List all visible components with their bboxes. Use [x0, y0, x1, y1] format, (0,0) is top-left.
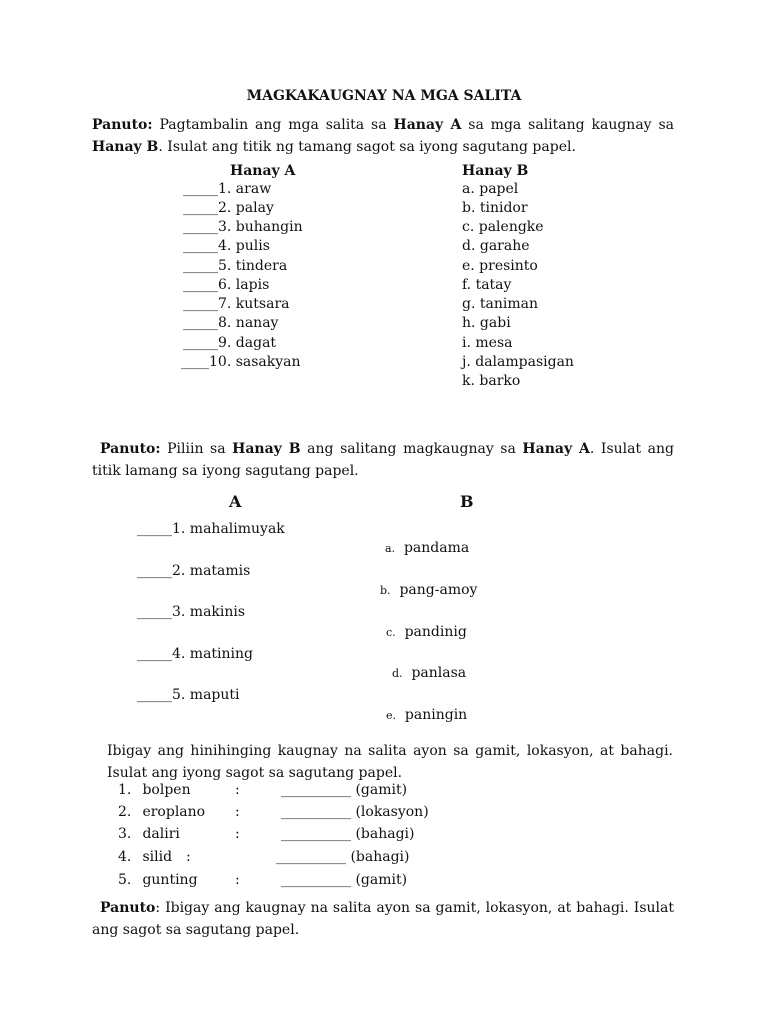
section1-label: Panuto:: [92, 117, 153, 133]
item-number: 4.: [118, 849, 132, 865]
item-number: 5.: [118, 872, 132, 888]
item-word: gunting: [142, 872, 198, 888]
option-word: pandama: [403, 540, 470, 556]
section4-instructions: [92, 897, 674, 941]
option-letter: b.: [380, 584, 391, 597]
section1-col-b-item: f. tatay: [462, 277, 512, 293]
option-letter: d.: [392, 667, 403, 680]
section2-hanay-a: Hanay A: [522, 441, 590, 457]
item-blank: __________ (lokasyon): [281, 804, 429, 820]
answer-row: [118, 804, 429, 820]
item-blank: __________ (bahagi): [281, 826, 415, 842]
page-title: MAGKAKAUGNAY NA MGA SALITA: [246, 88, 522, 104]
section2-col-b-item: [392, 665, 466, 681]
section1-col-a-item: _____9. dagat: [183, 335, 277, 351]
section1-col-a-item: _____1. araw: [183, 181, 272, 197]
section1-col-b-item: h. gabi: [462, 315, 511, 331]
section1-col-b-item: k. barko: [462, 373, 521, 389]
section1-text-2: sa mga salitang kaugnay sa: [461, 117, 675, 133]
item-word: daliri: [142, 826, 180, 842]
option-letter: c.: [386, 626, 396, 639]
section2-col-b-item: [386, 707, 467, 723]
section1-instructions: [92, 114, 674, 158]
section2-instructions: [92, 438, 674, 482]
section4-label: Panuto: [100, 900, 156, 916]
option-word: pang-amoy: [399, 582, 478, 598]
section2-col-a-item: _____2. matamis: [137, 563, 251, 579]
section1-col-b-item: i. mesa: [462, 335, 513, 351]
section4-text: : Ibigay ang kaugnay na salita ayon sa gamit, lokasyon, at bahagi. Isulat ang sagot sa sagutang papel.: [92, 900, 674, 938]
item-blank: __________ (gamit): [281, 782, 408, 798]
section2-col-b-item: [385, 540, 469, 556]
section2-col-b-header: B: [460, 492, 474, 511]
section1-col-a-item: _____3. buhangin: [183, 219, 303, 235]
section1-col-a-item: _____6. lapis: [183, 277, 270, 293]
section2-col-a-item: _____1. mahalimuyak: [137, 521, 285, 537]
section1-hanay-a: Hanay A: [393, 117, 462, 133]
section1-col-b-item: j. dalampasigan: [462, 354, 574, 370]
item-colon: :: [235, 826, 240, 842]
section2-text-1: Piliin sa: [160, 441, 233, 457]
section1-col-b-item: a. papel: [462, 181, 519, 197]
section1-hanay-b: Hanay B: [92, 139, 159, 155]
section1-col-a-item: _____5. tindera: [183, 258, 288, 274]
section2-col-a-item: _____4. matining: [137, 646, 254, 662]
section1-col-a-item: _____8. nanay: [183, 315, 279, 331]
section2-col-a-header: A: [229, 492, 242, 511]
section1-col-a-item: _____2. palay: [183, 200, 274, 216]
answer-row: [118, 872, 408, 888]
answer-row: [118, 849, 410, 865]
answer-row: [118, 826, 415, 842]
section1-text-1: Pagtambalin ang mga salita sa: [159, 117, 394, 133]
section1-col-a-item: _____7. kutsara: [183, 296, 290, 312]
section1-col-b-item: b. tinidor: [462, 200, 528, 216]
section1-col-a-header: Hanay A: [230, 163, 296, 179]
section1-col-b-item: g. taniman: [462, 296, 538, 312]
item-number: 2.: [118, 804, 132, 820]
section1-col-a-item: _____4. pulis: [183, 238, 270, 254]
item-colon: :: [235, 872, 240, 888]
section2-hanay-b: Hanay B: [232, 441, 301, 457]
section1-col-a-item: ____10. sasakyan: [181, 354, 301, 370]
item-colon: :: [235, 804, 240, 820]
section2-col-b-item: [386, 624, 467, 640]
option-word: pandinig: [404, 624, 467, 640]
item-number: 3.: [118, 826, 132, 842]
section2-col-b-item: [380, 582, 477, 598]
section2-text-2: ang salitang magkaugnay sa: [300, 441, 523, 457]
section1-text-3: . Isulat ang titik ng tamang sagot sa iyong sagutang papel.: [158, 139, 576, 155]
item-word: silid: [142, 849, 173, 865]
section1-col-b-item: e. presinto: [462, 258, 538, 274]
section2-text-3: . Isulat ang titik lamang sa iyong sagutang papel.: [92, 441, 674, 479]
answer-row: [118, 782, 408, 798]
section3-instructions: Ibigay ang hinihinging kaugnay na salita ayon sa gamit, lokasyon, at bahagi. Isulat ang iyong sagot sa sagutang papel.: [107, 743, 673, 781]
section2-col-a-item: _____5. maputi: [137, 687, 240, 703]
option-word: paningin: [404, 707, 468, 723]
item-colon: :: [235, 782, 240, 798]
option-letter: e.: [386, 709, 397, 722]
section1-col-b-item: c. palengke: [462, 219, 544, 235]
item-word: eroplano: [142, 804, 206, 820]
section1-col-b-item: d. garahe: [462, 238, 530, 254]
option-word: panlasa: [411, 665, 467, 681]
section2-col-a-item: _____3. makinis: [137, 604, 246, 620]
section1-col-b-header: Hanay B: [462, 163, 529, 179]
item-word: bolpen: [142, 782, 191, 798]
item-blank: __________ (bahagi): [276, 849, 410, 865]
item-blank: __________ (gamit): [281, 872, 408, 888]
option-letter: a.: [385, 542, 396, 555]
section2-label: Panuto:: [100, 441, 161, 457]
item-number: 1.: [118, 782, 132, 798]
item-colon: :: [186, 849, 191, 865]
